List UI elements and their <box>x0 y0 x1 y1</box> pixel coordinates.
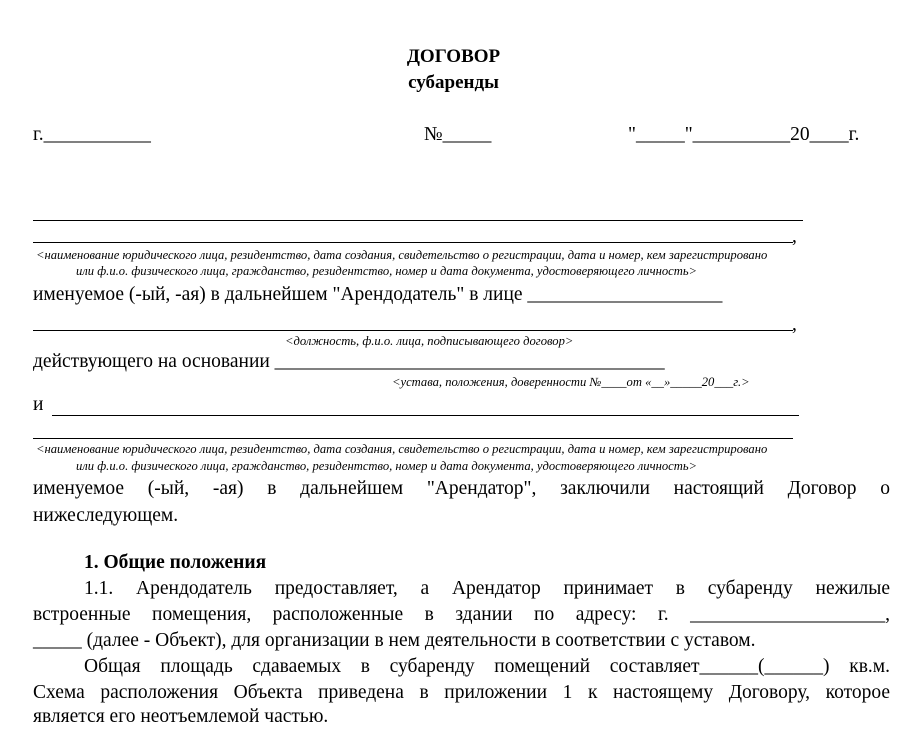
party1-blank-line-1[interactable] <box>33 220 803 221</box>
clause-1-1-line-3: _____ (далее - Объект), для организации в нем деятельности в соответствии с уставом. <box>33 630 756 651</box>
party1-note-line-1: <наименование юридического лица, резидентство, дата создания, свидетельство о регистрации, дата и номер, кем зарегистрировано <box>36 248 768 262</box>
landlord-comma: , <box>792 314 797 335</box>
landlord-representative-line[interactable] <box>33 330 793 331</box>
party2-blank-line-1[interactable] <box>52 415 799 416</box>
landlord-named-text: именуемое (-ый, -ая) в дальнейшем "Арендодатель" в лице ____________________ <box>33 284 723 305</box>
city-field[interactable]: г.___________ <box>33 124 151 145</box>
clause-1-1-line-1: 1.1. Арендодатель предоставляет, а Арендатор принимает в субаренду нежилые <box>84 578 890 599</box>
document-subtitle: субаренды <box>408 72 499 93</box>
basis-note: <устава, положения, доверенности №____от «__»_____20___г.> <box>392 375 750 389</box>
area-line-1: Общая площадь сдаваемых в субаренду помещений составляет______(______) кв.м. <box>84 656 890 677</box>
contract-date-field[interactable]: "_____"__________20____г. <box>628 124 860 145</box>
tenant-named-line-2: нижеследующем. <box>33 505 179 526</box>
and-text: и <box>33 394 44 415</box>
area-line-3: является его неотъемлемой частью. <box>33 706 329 727</box>
area-line-2: Схема расположения Объекта приведена в приложении 1 к настоящему Договору, которое <box>33 682 890 703</box>
position-note: <должность, ф.и.о. лица, подписывающего договор> <box>285 334 574 348</box>
basis-text: действующего на основании ________________________________________ <box>33 351 665 372</box>
contract-number-field[interactable]: №_____ <box>424 124 492 145</box>
party2-note-line-1: <наименование юридического лица, резидентство, дата создания, свидетельство о регистрации, дата и номер, кем зарегистрировано <box>36 442 768 456</box>
section-1-heading: 1. Общие положения <box>84 552 267 573</box>
document-title: ДОГОВОР <box>406 46 501 67</box>
party1-comma: , <box>792 226 797 247</box>
party2-note-line-2: или ф.и.о. физического лица, гражданство, резидентство, номер и дата документа, удостоверяющего личность> <box>76 459 698 473</box>
party1-blank-line-2[interactable] <box>33 242 793 243</box>
tenant-named-line-1: именуемое (-ый, -ая) в дальнейшем "Арендатор", заключили настоящий Договор о <box>33 478 890 499</box>
party1-note-line-2: или ф.и.о. физического лица, гражданство, резидентство, номер и дата документа, удостоверяющего личность> <box>76 264 698 278</box>
clause-1-1-line-2: встроенные помещения, расположенные в здании по адресу: г. ____________________, <box>33 604 890 625</box>
party2-blank-line-2[interactable] <box>33 438 793 439</box>
